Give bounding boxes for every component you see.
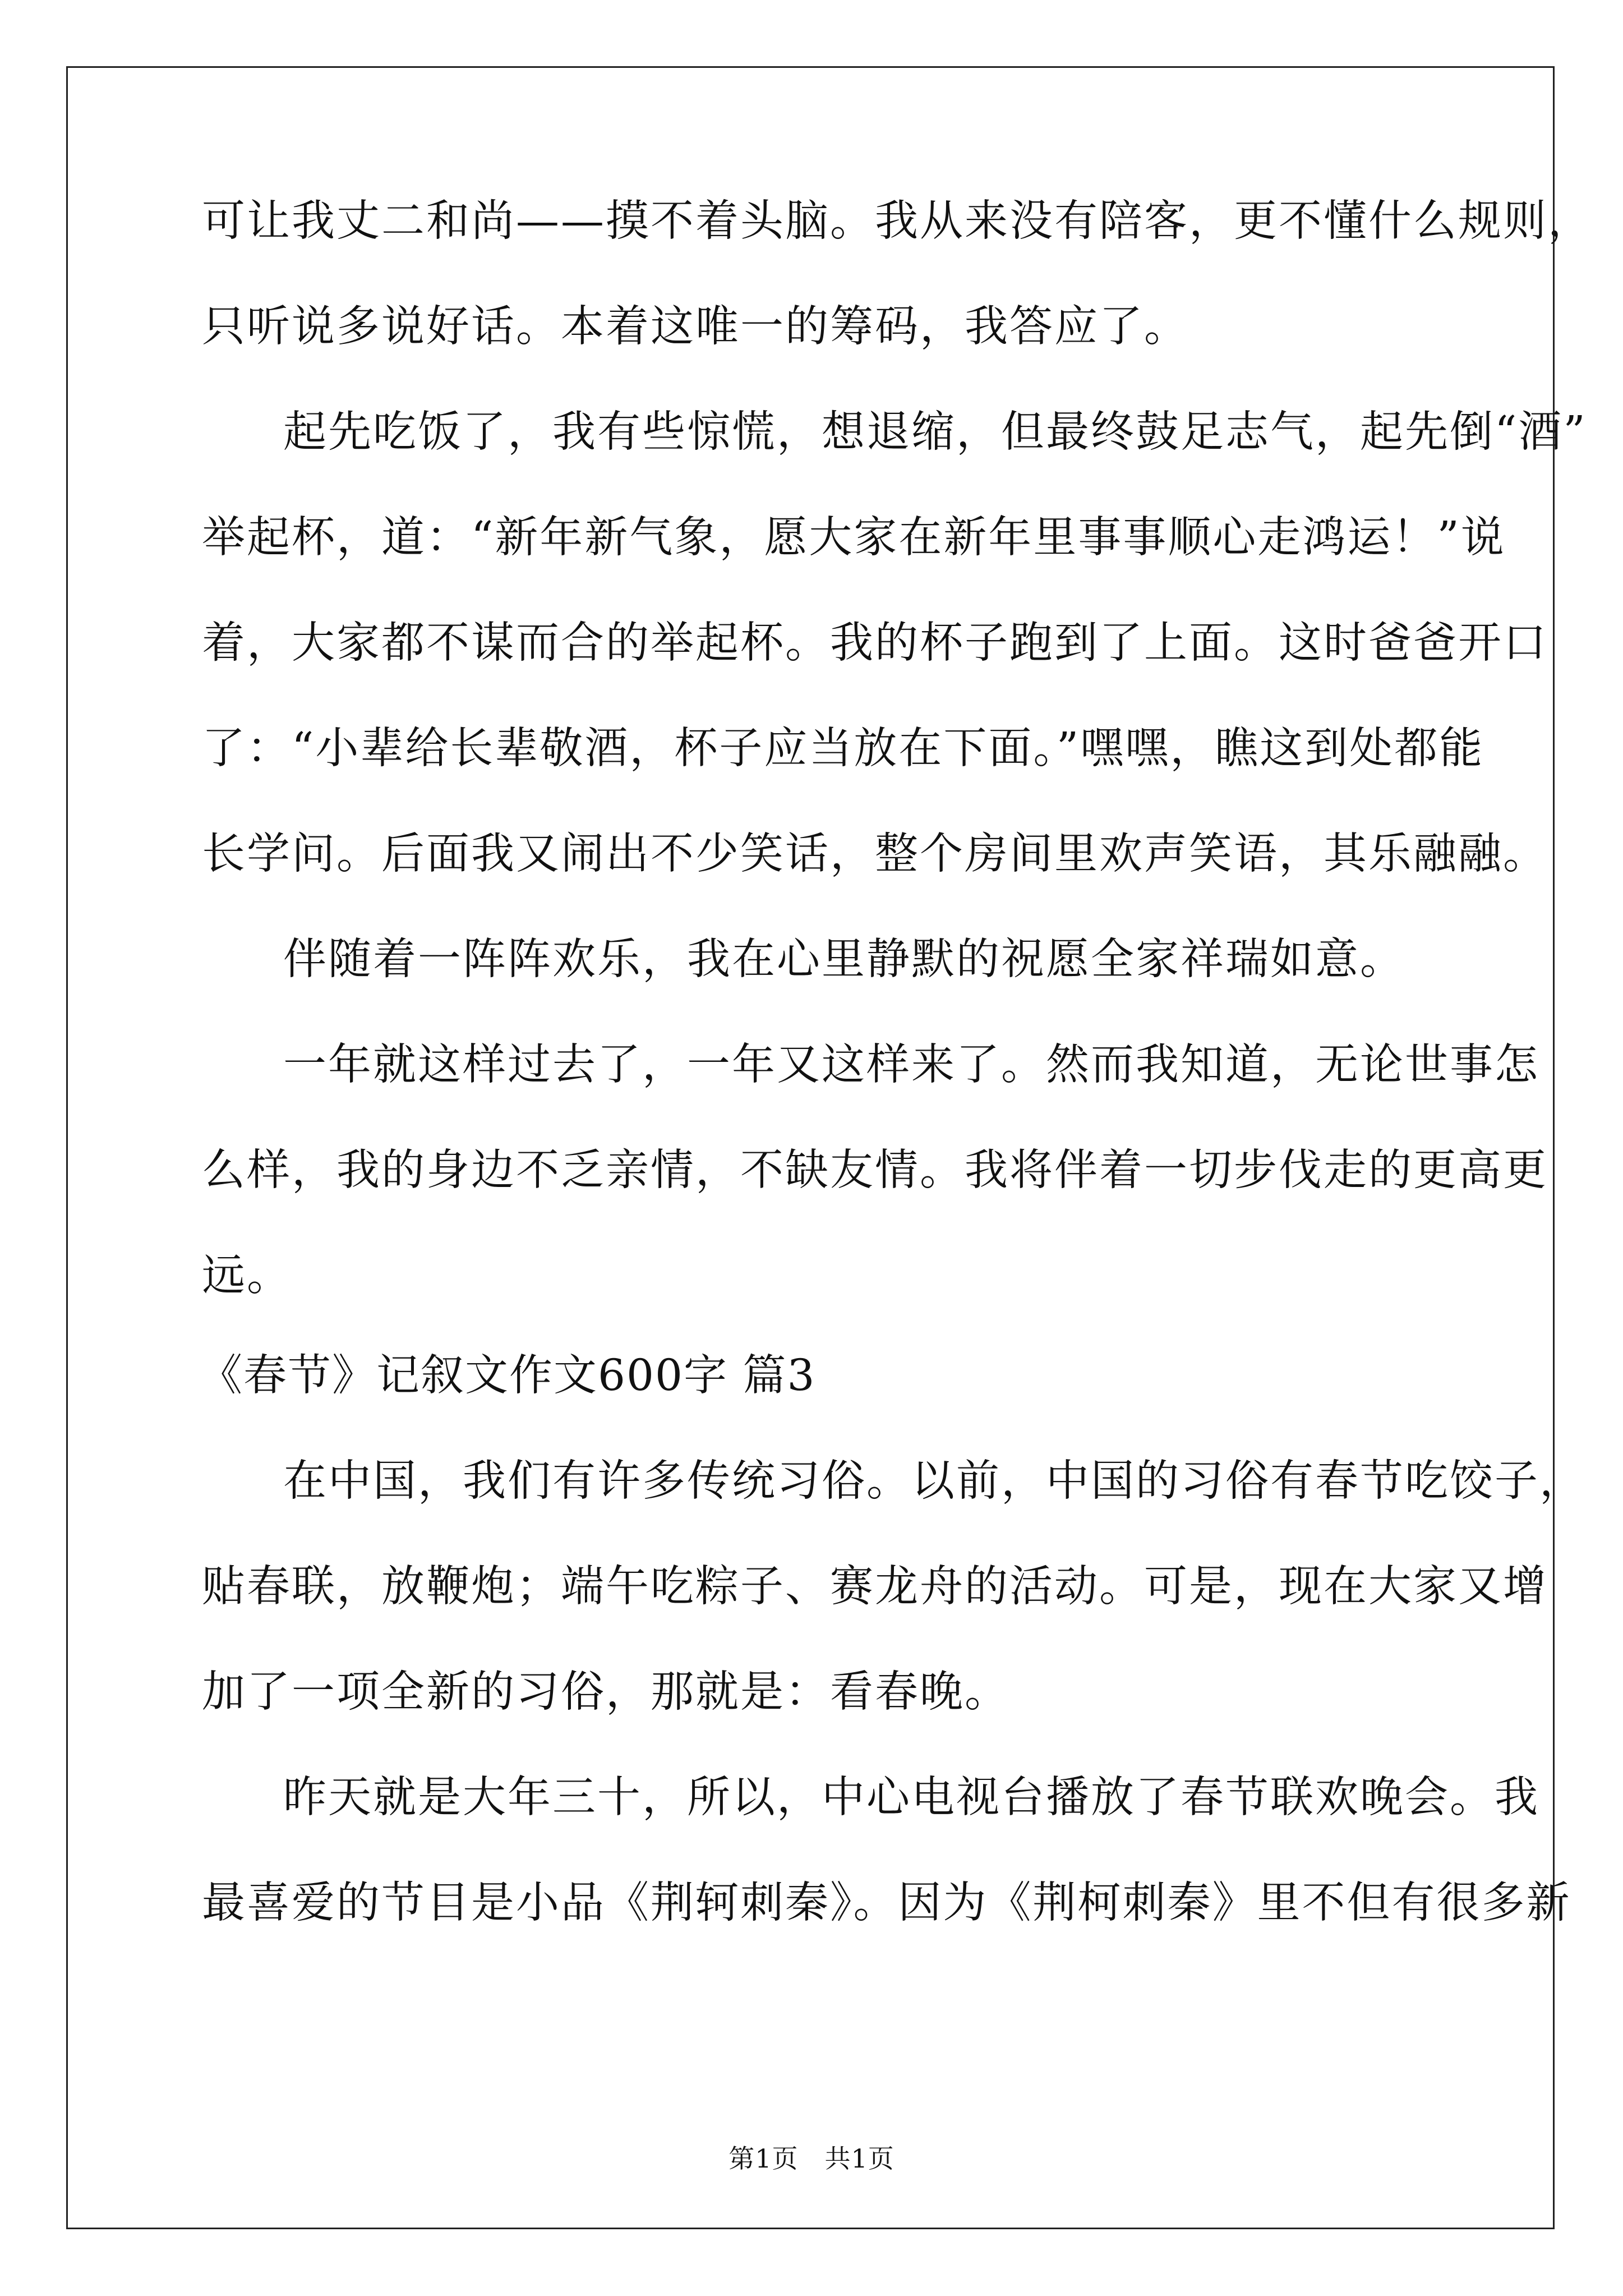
text-line: 么样，我的身边不乏亲情，不缺友情。我将伴着一切步伐走的更高更 <box>202 1145 1548 1195</box>
paragraph-start-line: 一年就这样过去了，一年又这样来了。然而我知道，无论世事怎 <box>283 1040 1539 1090</box>
text-line: 长学问。后面我又闹出不少笑话，整个房间里欢声笑语，其乐融融。 <box>202 829 1548 879</box>
text-line: 加了一项全新的习俗，那就是：看春晚。 <box>202 1667 1009 1717</box>
page-footer: 第1页 共1页 <box>728 2143 895 2174</box>
text-line: 只听说多说好话。本着这唯一的筹码，我答应了。 <box>202 302 1189 352</box>
paragraph-start-line: 昨天就是大年三十，所以，中心电视台播放了春节联欢晚会。我 <box>283 1773 1539 1823</box>
text-line: 着，大家都不谋而合的举起杯。我的杯子跑到了上面。这时爸爸开口 <box>202 618 1548 668</box>
text-line: 贴春联，放鞭炮；端午吃粽子、赛龙舟的活动。可是，现在大家又增 <box>202 1562 1548 1612</box>
text-line: 举起杯，道：“新年新气象，愿大家在新年里事事顺心走鸿运！”说 <box>202 513 1506 563</box>
paragraph-start-line: 伴随着一阵阵欢乐，我在心里静默的祝愿全家祥瑞如意。 <box>283 935 1405 984</box>
paragraph-start-line: 在中国，我们有许多传统习俗。以前，中国的习俗有春节吃饺子， <box>283 1456 1584 1506</box>
text-line: 远。 <box>202 1251 292 1301</box>
text-line: 了：“小辈给长辈敬酒，杯子应当放在下面。”嘿嘿，瞧这到处都能 <box>202 724 1484 774</box>
text-line: 最喜爱的节目是小品《荆轲刺秦》。因为《荆柯刺秦》里不但有很多新 <box>202 1878 1571 1928</box>
paragraph-start-line: 起先吃饭了，我有些惊慌，想退缩，但最终鼓足志气，起先倒“酒” <box>283 407 1587 457</box>
text-line: 可让我丈二和尚——摸不着头脑。我从来没有陪客，更不懂什么规则， <box>202 196 1593 246</box>
section-heading: 《春节》记叙文作文600字 篇3 <box>199 1351 816 1401</box>
